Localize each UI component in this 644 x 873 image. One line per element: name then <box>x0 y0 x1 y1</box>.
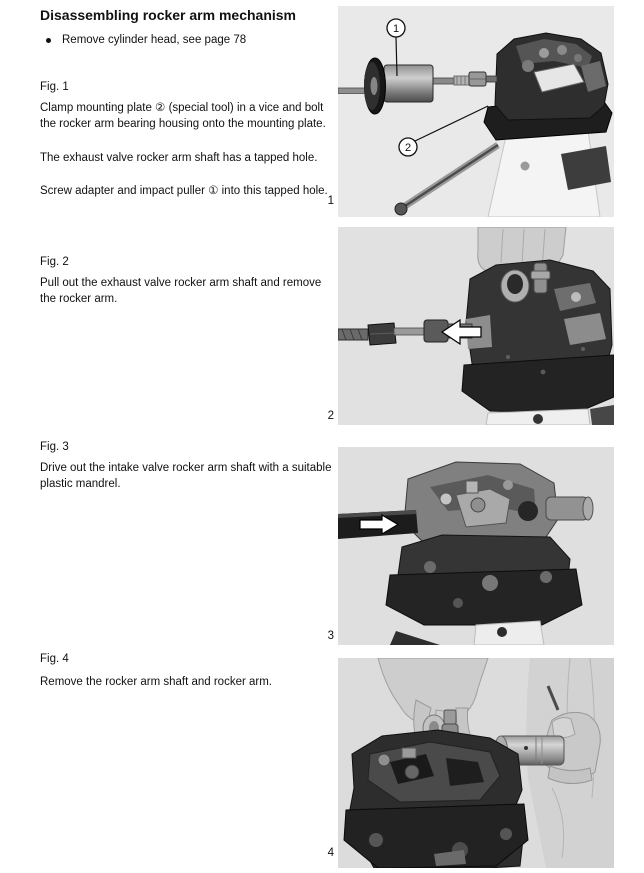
fig3-label: Fig. 3 <box>40 441 69 453</box>
fig2-photo <box>338 227 614 425</box>
fig1-paragraph-3: Screw adapter and impact puller ① into this tapped hole. <box>40 185 328 197</box>
fig4-margin-number: 4 <box>327 847 334 859</box>
fig1-label: Fig. 1 <box>40 81 69 93</box>
vice-body <box>474 621 544 645</box>
bullet-item <box>46 34 246 46</box>
shaft-boss <box>546 497 588 520</box>
fig1-paragraph-1: Clamp mounting plate ② (special tool) in a vice and bolt the rocker arm bearing housing onto the mounting plate. <box>40 102 326 131</box>
fig4-photo <box>338 658 614 868</box>
vice-bolt <box>521 162 530 171</box>
fig3-paragraph: Drive out the intake valve rocker arm shaft with a suitable plastic mandrel. <box>40 462 332 491</box>
fig2-margin-number: 2 <box>327 410 334 422</box>
fig4-paragraph: Remove the rocker arm shaft and rocker arm. <box>40 676 272 688</box>
callout-1-label: 1 <box>392 23 400 35</box>
fig3-margin-number: 3 <box>327 630 334 642</box>
fig1-paragraph-2: The exhaust valve rocker arm shaft has a tapped hole. <box>40 152 318 164</box>
fig3-photo <box>338 447 614 645</box>
vice-handle-knob <box>395 203 407 215</box>
bullet-text: Remove cylinder head, see page 78 <box>62 34 247 46</box>
fig1-photo <box>338 6 614 217</box>
callout-2-label: 2 <box>404 142 412 154</box>
fig1-margin-number: 1 <box>327 195 334 207</box>
fig4-label: Fig. 4 <box>40 653 69 665</box>
bullet-icon <box>46 38 51 43</box>
page-title: Disassembling rocker arm mechanism <box>40 7 297 23</box>
fig2-paragraph: Pull out the exhaust valve rocker arm shaft and remove the rocker arm. <box>40 277 322 306</box>
fig2-label: Fig. 2 <box>40 256 69 268</box>
housing-flange <box>462 355 614 413</box>
puller-weight <box>384 65 433 102</box>
threaded-section <box>454 76 470 85</box>
